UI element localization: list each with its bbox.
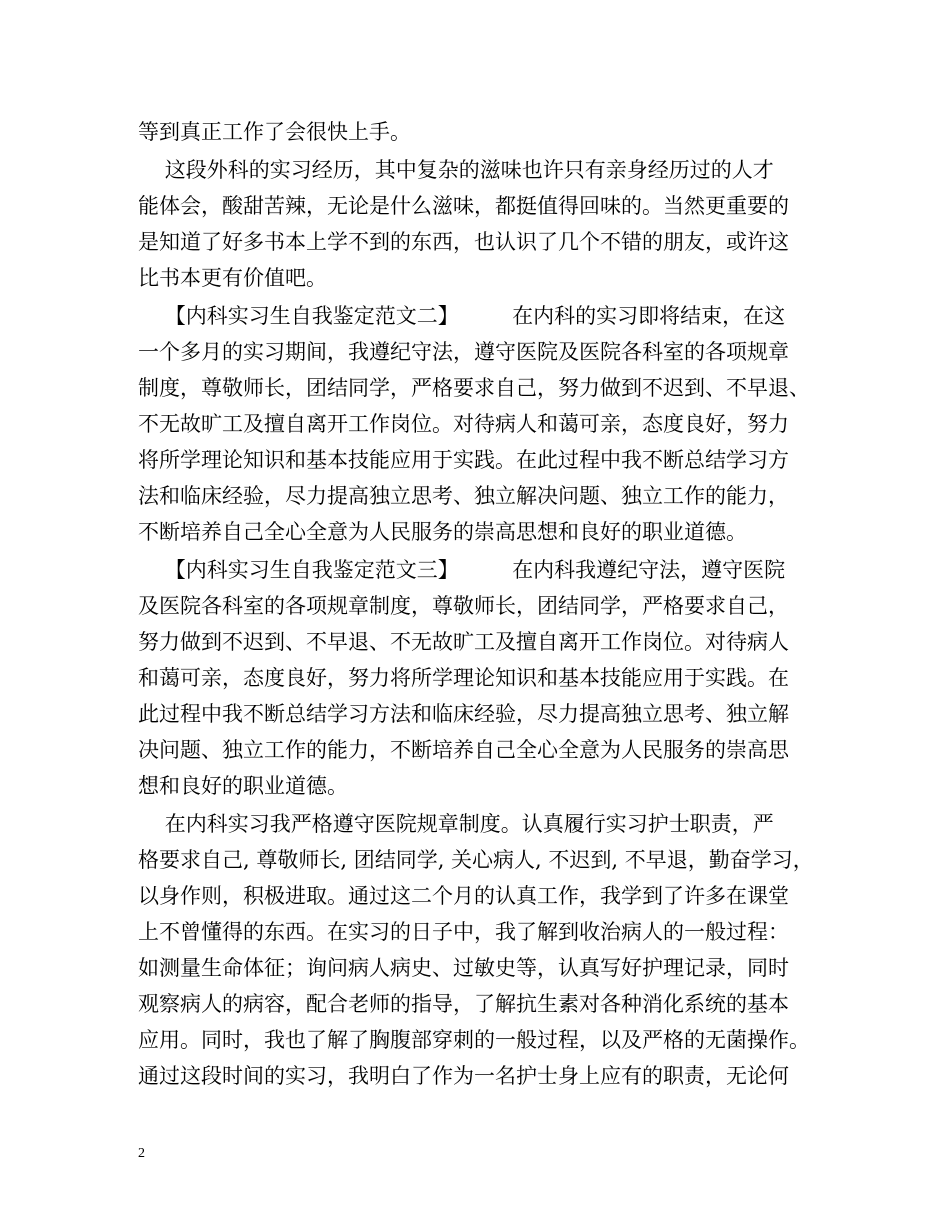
text-line: 一个多月的实习期间，我遵纪守法，遵守医院及医院各科室的各项规章: [138, 340, 789, 364]
text-line: 以身作则，积极进取。通过这二个月的认真工作，我学到了许多在课堂: [138, 884, 789, 908]
text-line: 【内科实习生自我鉴定范文二】 在内科的实习即将结束，在这: [138, 304, 786, 328]
text-line: 制度，尊敬师长，团结同学，严格要求自己，努力做到不迟到、不早退、: [138, 376, 810, 400]
text-line: 法和临床经验，尽力提高独立思考、独立解决问题、独立工作的能力，: [138, 484, 789, 508]
text-line: 将所学理论知识和基本技能应用于实践。在此过程中我不断总结学习方: [138, 448, 789, 472]
text-line: 【内科实习生自我鉴定范文三】 在内科我遵纪守法，遵守医院: [138, 558, 786, 582]
text-line: 不无故旷工及擅自离开工作岗位。对待病人和蔼可亲，态度良好，努力: [138, 412, 789, 436]
text-line: 在内科实习我严格遵守医院规章制度。认真履行实习护士职责，严: [138, 812, 774, 836]
text-line: 想和良好的职业道德。: [138, 774, 348, 798]
text-line: 努力做到不迟到、不早退、不无故旷工及擅自离开工作岗位。对待病人: [138, 630, 789, 654]
text-line: 这段外科的实习经历，其中复杂的滋味也许只有亲身经历过的人才: [138, 158, 774, 182]
text-line: 等到真正工作了会很快上手。: [138, 120, 411, 144]
text-line: 比书本更有价值吧。: [138, 266, 327, 290]
text-line: 应用。同时，我也了解了胸腹部穿刺的一般过程，以及严格的无菌操作。: [138, 1028, 810, 1052]
text-line: 和蔼可亲，态度良好，努力将所学理论知识和基本技能应用于实践。在: [138, 666, 789, 690]
text-line: 上不曾懂得的东西。在实习的日子中，我了解到收治病人的一般过程：: [138, 920, 789, 944]
text-line: 是知道了好多书本上学不到的东西，也认识了几个不错的朋友，或许这: [138, 230, 789, 254]
page-number: 2: [138, 1146, 145, 1161]
text-line: 决问题、独立工作的能力，不断培养自己全心全意为人民服务的崇高思: [138, 738, 789, 762]
text-line: 此过程中我不断总结学习方法和临床经验，尽力提高独立思考、独立解: [138, 702, 789, 726]
text-line: 不断培养自己全心全意为人民服务的崇高思想和良好的职业道德。: [138, 520, 747, 544]
text-line: 观察病人的病容，配合老师的指导，了解抗生素对各种消化系统的基本: [138, 992, 789, 1016]
text-line: 如测量生命体征；询问病人病史、过敏史等，认真写好护理记录，同时: [138, 956, 789, 980]
text-line: 及医院各科室的各项规章制度，尊敬师长，团结同学，严格要求自己，: [138, 594, 789, 618]
text-line: 能体会，酸甜苦辣，无论是什么滋味，都挺值得回味的。当然更重要的: [138, 194, 789, 218]
text-line: 格要求自己, 尊敬师长, 团结同学, 关心病人, 不迟到, 不早退，勤奋学习，: [138, 848, 814, 872]
text-line: 通过这段时间的实习，我明白了作为一名护士身上应有的职责，无论何: [138, 1064, 789, 1088]
